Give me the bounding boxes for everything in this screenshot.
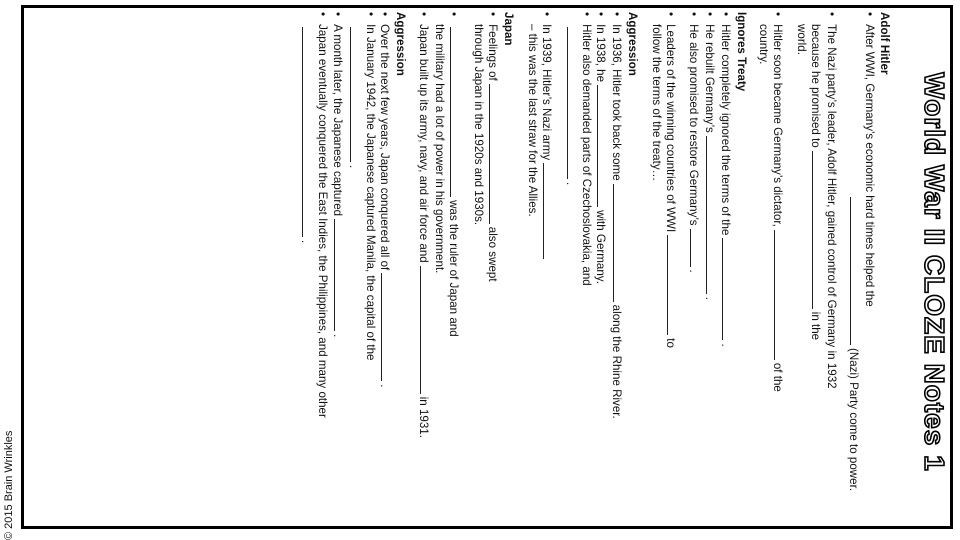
note-text: . bbox=[703, 296, 716, 300]
note-text: along the Rhine River. bbox=[610, 304, 623, 419]
note-line bbox=[756, 24, 771, 64]
note-line bbox=[664, 12, 679, 348]
note-line bbox=[432, 24, 447, 273]
note-text: Hitler also demanded parts of Czechoslovakia, and bbox=[580, 24, 593, 286]
fill-in-blank[interactable] bbox=[420, 266, 432, 394]
note-line bbox=[703, 12, 718, 300]
note-line bbox=[579, 12, 594, 286]
note-line bbox=[794, 24, 809, 55]
fill-in-blank[interactable] bbox=[774, 230, 786, 360]
note-text: was the ruler of Japan and bbox=[447, 200, 460, 337]
fill-in-blank[interactable] bbox=[597, 85, 609, 207]
note-text: . bbox=[719, 343, 732, 347]
note-text: Japan eventually conquered the East Indies, the Philippines, and many other bbox=[316, 24, 329, 418]
bullet-icon: • bbox=[594, 12, 607, 17]
bullet-icon: • bbox=[703, 12, 716, 17]
bullet-icon: • bbox=[378, 12, 391, 17]
note-text: in 1931. bbox=[417, 396, 430, 438]
note-text: In January 1942, the Japanese captured Manila, the capital of the bbox=[364, 24, 377, 361]
note-text: In 1938, he bbox=[594, 24, 607, 83]
note-text: follow the terms of the treaty… bbox=[650, 24, 663, 182]
note-line bbox=[347, 24, 362, 168]
note-line bbox=[687, 12, 702, 273]
note-line bbox=[771, 12, 786, 392]
bullet-icon: • bbox=[316, 12, 329, 17]
fill-in-blank[interactable] bbox=[350, 27, 362, 162]
note-text: He also promised to restore Germany’s bbox=[687, 24, 700, 226]
note-line bbox=[417, 12, 432, 438]
note-text: . bbox=[687, 269, 700, 273]
note-line bbox=[525, 24, 540, 217]
section-heading: Ignores Treaty bbox=[735, 12, 748, 92]
note-text: with Germany. bbox=[594, 210, 607, 284]
bullet-icon: • bbox=[331, 12, 344, 17]
note-text: world. bbox=[795, 24, 808, 55]
fill-in-blank[interactable] bbox=[450, 27, 462, 197]
fill-in-blank[interactable] bbox=[812, 151, 824, 309]
notes-page bbox=[86, 12, 950, 532]
note-text: After WWI, Germany’s economic hard times helped the bbox=[863, 24, 876, 307]
page-title: World War II CLOZE Notes 1 bbox=[919, 72, 950, 472]
note-text: In 1939, Hitler’s Nazi army bbox=[540, 24, 553, 161]
bullet-icon: • bbox=[486, 12, 499, 17]
note-text: The Nazi party’s leader, Adolf Hitler, gained control of Germany in 1932 bbox=[825, 24, 838, 389]
section-heading: Aggression bbox=[394, 12, 407, 76]
note-line bbox=[540, 12, 555, 262]
note-text: (Nazi) Party come to power. bbox=[847, 348, 860, 492]
copyright-text: © 2015 Brain Wrinkles bbox=[3, 430, 15, 540]
note-line bbox=[331, 12, 346, 337]
bullet-icon: • bbox=[540, 12, 553, 17]
bullet-icon: • bbox=[364, 12, 377, 17]
note-text: . bbox=[347, 165, 360, 169]
note-line bbox=[378, 12, 393, 387]
fill-in-blank[interactable] bbox=[543, 163, 555, 259]
bullet-icon: • bbox=[580, 12, 593, 17]
note-text: country. bbox=[757, 24, 770, 65]
note-text: In 1936, Hitler took back some bbox=[610, 24, 623, 181]
note-text: Leaders of the winning countries of WWI bbox=[664, 24, 677, 233]
bullet-icon: • bbox=[610, 12, 623, 17]
note-line bbox=[847, 194, 862, 491]
fill-in-blank[interactable] bbox=[489, 84, 501, 224]
note-text: because he promised to bbox=[809, 24, 822, 148]
bullet-icon: • bbox=[825, 12, 838, 17]
note-line bbox=[824, 12, 839, 389]
fill-in-blank[interactable] bbox=[381, 273, 393, 381]
note-text: – this was the last straw for the Allies. bbox=[526, 24, 539, 217]
bullet-icon: • bbox=[719, 12, 732, 17]
note-text: Japan built up its army, navy, and air force and bbox=[417, 24, 430, 263]
note-text: through Japan in the 1920s and 1930s. bbox=[472, 24, 485, 226]
note-text: . bbox=[331, 334, 344, 338]
note-line bbox=[594, 12, 609, 284]
bullet-icon: • bbox=[687, 12, 700, 17]
note-line bbox=[363, 12, 378, 361]
fill-in-blank[interactable] bbox=[667, 235, 679, 335]
note-text: Hitler soon became Germany’s dictator, bbox=[771, 24, 784, 227]
section-heading: Aggression bbox=[626, 12, 639, 76]
fill-in-blank[interactable] bbox=[302, 27, 314, 237]
note-line bbox=[719, 12, 734, 347]
note-line bbox=[471, 24, 486, 225]
bullet-icon: • bbox=[664, 12, 677, 17]
note-text: to bbox=[664, 338, 677, 348]
note-text: He rebuilt Germany’s bbox=[703, 24, 716, 133]
section-heading: Japan bbox=[502, 12, 515, 46]
fill-in-blank[interactable] bbox=[706, 136, 718, 294]
note-line bbox=[486, 12, 501, 282]
bullet-icon: • bbox=[447, 12, 460, 17]
fill-in-blank[interactable] bbox=[567, 27, 579, 179]
fill-in-blank[interactable] bbox=[722, 238, 734, 340]
note-line bbox=[299, 24, 314, 243]
note-text: also swept bbox=[486, 226, 499, 282]
note-line bbox=[862, 12, 877, 307]
fill-in-blank[interactable] bbox=[690, 229, 702, 267]
note-text: Feelings of bbox=[486, 24, 499, 81]
bullet-icon: • bbox=[771, 12, 784, 17]
note-line bbox=[564, 24, 579, 185]
note-text: . bbox=[299, 240, 312, 244]
fill-in-blank[interactable] bbox=[334, 219, 346, 331]
note-line bbox=[315, 12, 330, 418]
note-text: the military had a lot of power in his government. bbox=[433, 24, 446, 274]
note-text: A month later, the Japanese captured bbox=[331, 24, 344, 217]
fill-in-blank[interactable] bbox=[613, 184, 625, 302]
bullet-icon: • bbox=[417, 12, 430, 17]
note-text: Hitler completely ignored the terms of the bbox=[719, 24, 732, 236]
bullet-icon: • bbox=[863, 12, 876, 17]
note-text: . bbox=[378, 384, 391, 388]
note-text: of the bbox=[771, 362, 784, 392]
note-text: . bbox=[564, 182, 577, 186]
note-text: Over the next few years, Japan conquered all of bbox=[378, 24, 391, 271]
fill-in-blank[interactable] bbox=[850, 197, 862, 345]
note-text: in the bbox=[809, 311, 822, 341]
note-line bbox=[610, 12, 625, 419]
note-line bbox=[447, 12, 462, 337]
note-line bbox=[809, 24, 824, 340]
section-heading: Adolf Hitler bbox=[878, 12, 891, 75]
note-line bbox=[649, 24, 664, 181]
